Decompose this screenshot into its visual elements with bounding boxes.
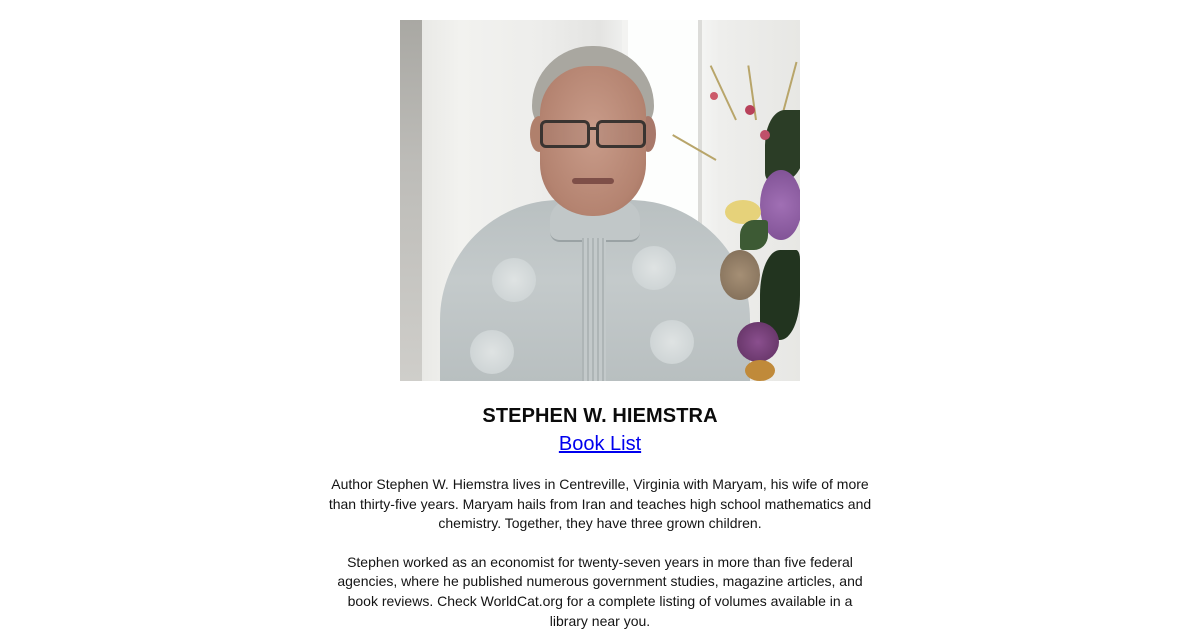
author-photo [400, 20, 800, 381]
shirt-medallion [470, 330, 514, 374]
glasses-lens [596, 120, 646, 148]
shirt-placket [582, 238, 606, 381]
flower-arrangement [705, 60, 800, 381]
glasses [540, 120, 648, 150]
wall-shadow [400, 20, 422, 381]
orange-flower [745, 360, 775, 381]
shirt-medallion [492, 258, 536, 302]
book-list-link[interactable]: Book List [558, 433, 642, 455]
glasses-lens [540, 120, 590, 148]
mouth [572, 178, 614, 184]
author-page [0, 20, 1200, 630]
pink-blossom [710, 92, 718, 100]
pink-blossom [760, 130, 770, 140]
author-name: STEPHEN W. HIEMSTRA [482, 405, 718, 427]
shirt-medallion [632, 246, 676, 290]
purple-hydrangea [737, 322, 779, 362]
leaf [740, 220, 768, 250]
pink-blossom [745, 105, 755, 115]
bio-paragraph-family: Author Stephen W. Hiemstra lives in Centreville, Virginia with Maryam, his wife of more than thirty-five years. Maryam hails from Iran and teaches high school mathematics and chemistry. Together, they have three grown children. [328, 476, 872, 532]
bio-paragraph-career: Stephen worked as an economist for twenty-seven years in more than five federal agencies, where he published numerous government studies, magazine articles, and book reviews. Check WorldCat.org for a complete listing of volumes available in a library near you. [337, 553, 863, 629]
dried-peony [720, 250, 760, 300]
shirt-medallion [650, 320, 694, 364]
author-bio [328, 475, 873, 630]
